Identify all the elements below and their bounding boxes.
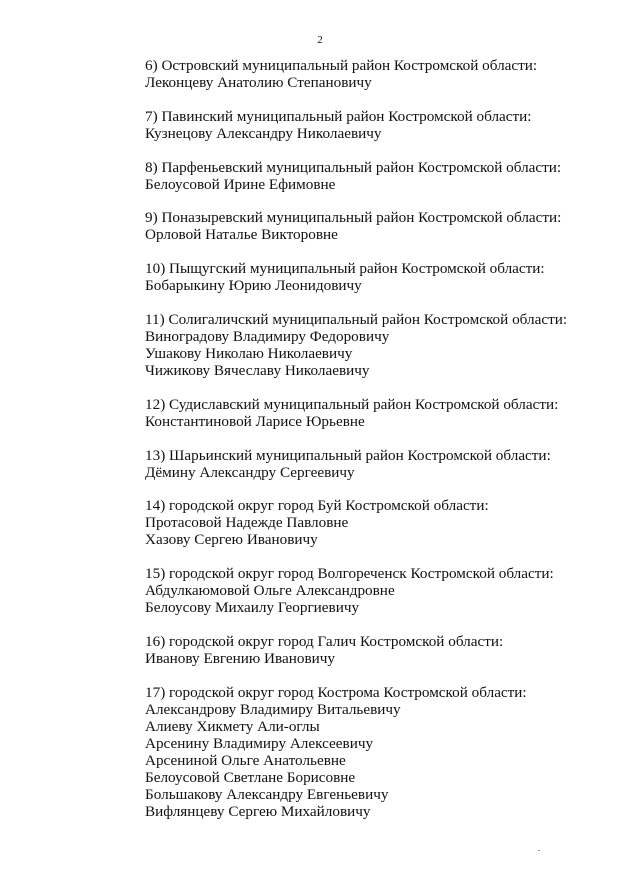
document-body <box>145 57 615 820</box>
section-heading: 10) Пыщугский муниципальный район Костромской области: <box>145 260 545 278</box>
person-name: Хазову Сергею Ивановичу <box>145 531 318 549</box>
person-name: Белоусовой Светлане Борисовне <box>145 768 356 786</box>
section <box>145 159 615 193</box>
section-heading: 8) Парфеньевский муниципальный район Костромской области: <box>145 158 562 176</box>
person-name: Вифлянцеву Сергею Михайловичу <box>145 802 371 820</box>
section-heading: 17) городской округ город Кострома Костромской области: <box>145 683 527 701</box>
person-name: Арсениной Ольге Анатольевне <box>145 751 346 769</box>
section-heading: 15) городской округ город Волгореченск Костромской области: <box>145 565 554 583</box>
section-heading: 12) Судиславский муниципальный район Костромской области: <box>145 395 559 413</box>
section-heading: 13) Шарьинский муниципальный район Костромской области: <box>145 446 551 464</box>
person-name: Алиеву Хикмету Али-оглы <box>145 717 320 735</box>
person-name: Александрову Владимиру Витальевичу <box>145 700 401 718</box>
section <box>145 311 615 379</box>
person-name: Чижикову Вячеславу Николаевичу <box>145 361 370 379</box>
section-heading: 7) Павинский муниципальный район Костромской области: <box>145 107 532 125</box>
section <box>145 209 615 243</box>
section-heading: 16) городской округ город Галич Костромской области: <box>145 632 504 650</box>
person-name: Кузнецову Александру Николаевичу <box>145 124 382 142</box>
section-heading: 6) Островский муниципальный район Костромской области: <box>145 57 538 74</box>
person-name: Леконцеву Анатолию Степановичу <box>145 74 372 91</box>
person-name: Иванову Евгению Ивановичу <box>145 649 335 667</box>
section <box>145 260 615 294</box>
section-heading: 14) городской округ город Буй Костромской области: <box>145 497 489 515</box>
section-heading: 9) Поназыревский муниципальный район Костромской области: <box>145 209 562 227</box>
person-name: Константиновой Ларисе Юрьевне <box>145 412 365 430</box>
person-name: Бобарыкину Юрию Леонидовичу <box>145 277 362 295</box>
section <box>145 396 615 430</box>
person-name: Арсенину Владимиру Алексеевичу <box>145 734 374 752</box>
section <box>145 565 615 616</box>
section <box>145 684 615 820</box>
section-heading: 11) Солигаличский муниципальный район Костромской области: <box>145 310 568 328</box>
section <box>145 108 615 142</box>
section <box>145 447 615 481</box>
person-name: Белоусовой Ирине Ефимовне <box>145 175 336 193</box>
page-number: 2 <box>317 34 323 46</box>
section <box>145 633 615 667</box>
person-name: Ушакову Николаю Николаевичу <box>145 344 353 362</box>
person-name: Дёмину Александру Сергеевичу <box>145 463 355 481</box>
person-name: Абдулкаюмовой Ольге Александровне <box>145 582 395 600</box>
person-name: Виноградову Владимиру Федоровичу <box>145 327 390 345</box>
scan-artifact <box>538 850 540 851</box>
person-name: Большакову Александру Евгеньевичу <box>145 785 389 803</box>
section <box>145 497 615 548</box>
section <box>145 57 615 91</box>
person-name: Орловой Наталье Викторовне <box>145 226 338 244</box>
person-name: Белоусову Михаилу Георгиевичу <box>145 599 360 617</box>
person-name: Протасовой Надежде Павловне <box>145 514 349 532</box>
